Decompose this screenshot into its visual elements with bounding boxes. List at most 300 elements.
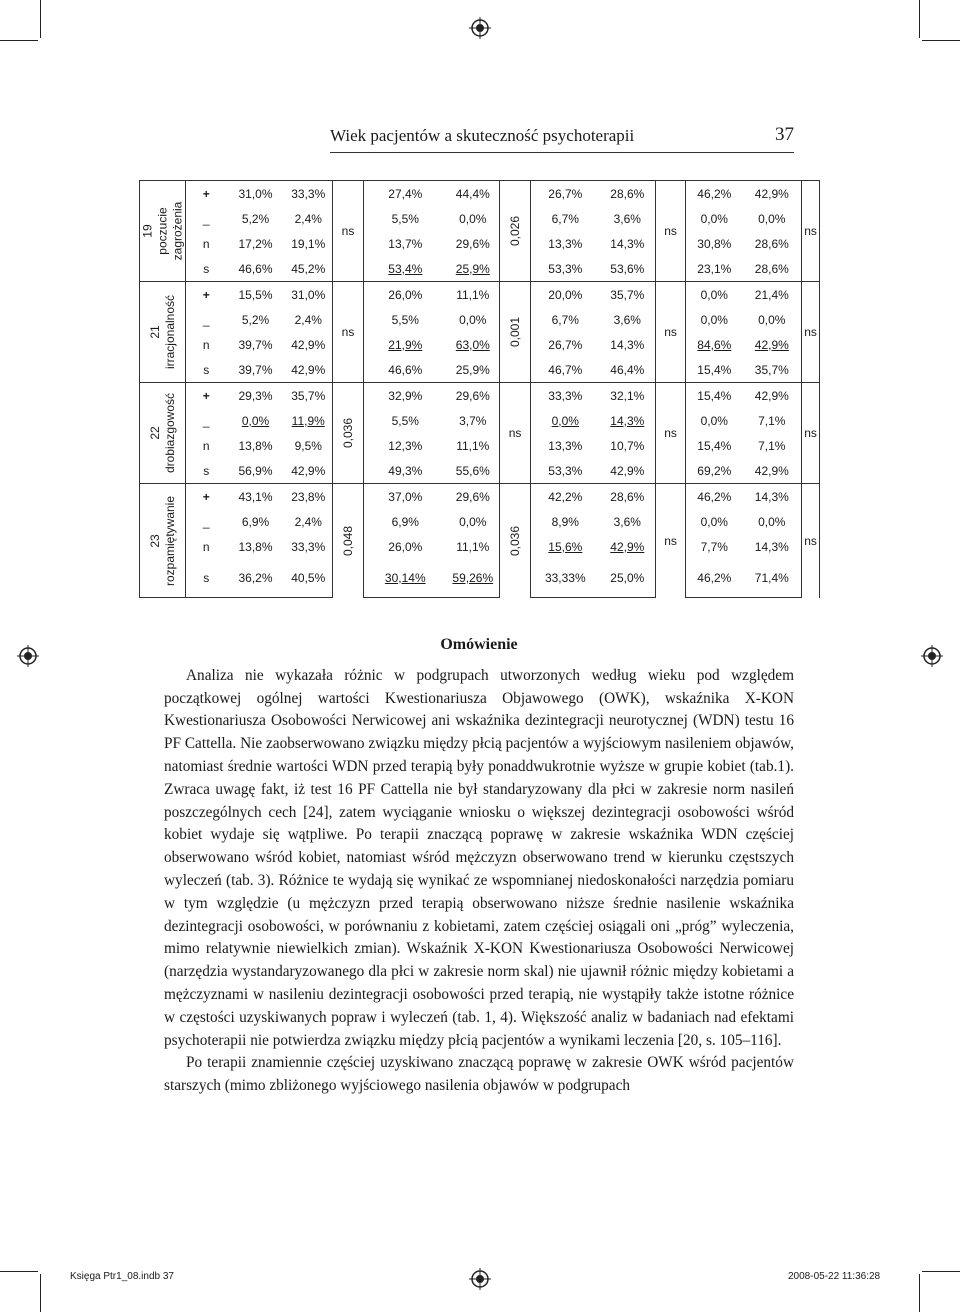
value-cell-text: 13,3% [548,438,583,453]
value-cell [227,509,285,534]
row-code-text: n [202,236,210,251]
value-cell [531,509,600,534]
value-cell-text: 44,4% [455,186,490,201]
value-cell [227,307,285,332]
row-code [186,282,227,308]
value-cell [531,484,600,510]
group-label-line: 21 [147,325,162,339]
value-cell-text: 35,7% [291,388,326,403]
value-cell-text: 14,3% [610,236,645,251]
group-label-line: 22 [147,426,162,440]
table-row [140,408,820,433]
value-cell-text: 45,2% [291,261,326,276]
value-cell [447,181,500,207]
value-cell-text: 49,3% [388,463,423,478]
value-cell-text: 23,1% [697,261,732,276]
p-value: ns [341,224,355,238]
value-cell [686,206,743,231]
p-value: 0,036 [508,525,523,556]
row-code-text: s [203,261,210,276]
crop-mark [922,40,960,41]
value-cell-text: 56,9% [238,463,273,478]
table-row [140,383,820,409]
table-row [140,206,820,231]
value-cell-text: 6,7% [551,312,579,327]
table-row [140,357,820,383]
value-cell-text: 46,4% [610,362,645,377]
value-cell-text: 35,7% [754,362,789,377]
row-code [186,256,227,282]
value-cell [531,181,600,207]
value-cell [531,534,600,559]
value-cell [600,383,656,409]
value-cell-text: 31,0% [291,287,326,302]
value-cell [285,433,333,458]
value-cell-text: 32,1% [610,388,645,403]
value-cell-text: 15,4% [697,388,732,403]
value-cell [364,534,447,559]
value-cell-text: 33,3% [548,388,583,403]
value-cell [227,231,285,256]
value-cell [531,458,600,484]
value-cell [600,256,656,282]
value-cell [447,206,500,231]
value-cell-text: 5,5% [391,211,419,226]
value-cell-text: 15,4% [697,362,732,377]
value-cell-text: 10,7% [610,438,645,453]
crop-mark [0,1271,38,1272]
value-cell [364,231,447,256]
value-cell-text: 7,1% [758,413,786,428]
value-cell-text: 9,5% [294,438,322,453]
value-cell-text: 39,7% [238,362,273,377]
value-cell [686,282,743,308]
p-value-cell [656,181,686,282]
section-title: Omówienie [440,636,518,653]
row-code-text: s [203,463,210,478]
value-cell [364,509,447,534]
value-cell [364,408,447,433]
p-value-cell [656,484,686,598]
value-cell-text: 63,0% [455,337,490,352]
value-cell [600,282,656,308]
value-cell-text: 11,1% [456,539,490,554]
value-cell [447,256,500,282]
value-cell [686,383,743,409]
p-value: ns [664,325,677,339]
value-cell [686,256,743,282]
group-label-cell [140,181,186,282]
value-cell-text: 12,3% [388,438,423,453]
value-cell [364,458,447,484]
value-cell-text: 15,5% [238,287,273,302]
value-cell [227,383,285,409]
value-cell-text: 42,2% [548,489,583,504]
p-value-cell [500,181,531,282]
value-cell [285,181,333,207]
value-cell-text: 26,0% [388,287,423,302]
value-cell [227,559,285,598]
value-cell-text: 19,1% [291,236,326,251]
value-cell [686,484,743,510]
value-cell [743,559,802,598]
value-cell [531,383,600,409]
value-cell-text: 0,0% [459,211,487,226]
row-code [186,307,227,332]
value-cell-text: 46,7% [548,362,583,377]
value-cell-text: 53,3% [548,463,583,478]
value-cell [686,357,743,383]
table-row [140,509,820,534]
value-cell-text: 23,8% [291,489,326,504]
p-value-cell [333,383,364,484]
value-cell [743,307,802,332]
value-cell-text: 29,6% [455,236,490,251]
value-cell-text: 28,6% [610,489,645,504]
value-cell-text: 32,9% [388,388,423,403]
value-cell-text: 5,5% [391,413,419,428]
running-title: Wiek pacjentów a skuteczność psychoterapii [330,126,635,145]
row-code-text: _ [202,211,210,226]
row-code-text: _ [202,312,210,327]
value-cell-text: 2,4% [294,514,322,529]
table-row [140,256,820,282]
value-cell [743,181,802,207]
value-cell-text: 14,3% [610,413,645,428]
group-label-cell [140,484,186,598]
value-cell [447,559,500,598]
value-cell-text: 13,7% [388,236,423,251]
row-code-text: + [202,287,210,302]
value-cell-text: 29,6% [455,489,490,504]
value-cell [531,433,600,458]
value-cell [285,307,333,332]
group-label-line: drobiazgowość [162,392,177,474]
row-code [186,534,227,559]
value-cell-text: 46,2% [697,571,732,585]
p-value: ns [341,325,355,339]
value-cell [686,307,743,332]
p-value-cell [333,181,364,282]
row-code [186,383,227,409]
table-row [140,559,820,598]
row-code [186,357,227,383]
value-cell [227,256,285,282]
value-cell-text: 6,9% [391,514,419,529]
value-cell-text: 7,7% [700,539,728,554]
value-cell-text: 71,4% [754,571,789,585]
registration-mark-icon [17,645,39,667]
group-label-cell [140,282,186,383]
value-cell-text: 28,6% [754,236,789,251]
value-cell [447,534,500,559]
value-cell-text: 46,6% [238,261,273,276]
value-cell-text: 14,3% [754,489,789,504]
value-cell [743,332,802,357]
value-cell-text: 13,8% [238,539,273,554]
value-cell-text: 39,7% [238,337,273,352]
value-cell [364,307,447,332]
value-cell-text: 30,8% [697,236,732,251]
value-cell [743,458,802,484]
table-row [140,458,820,484]
value-cell [364,357,447,383]
p-value: ns [664,426,677,440]
value-cell-text: 29,6% [455,388,490,403]
value-cell [447,458,500,484]
value-cell [227,357,285,383]
table-row [140,534,820,559]
value-cell [364,206,447,231]
p-value-cell [500,383,531,484]
value-cell-text: 0,0% [758,312,786,327]
value-cell-text: 3,6% [613,211,641,226]
value-cell [447,484,500,510]
p-value: 0,048 [341,525,356,556]
value-cell [600,534,656,559]
value-cell-text: 46,2% [697,186,732,201]
value-cell-text: 30,14% [384,571,426,585]
value-cell [285,408,333,433]
value-cell [227,484,285,510]
value-cell-text: 5,5% [391,312,419,327]
value-cell [686,408,743,433]
registration-mark-icon [921,645,943,667]
value-cell-text: 21,4% [754,287,789,302]
value-cell-text: 35,7% [610,287,645,302]
value-cell-text: 53,6% [610,261,645,276]
p-value-cell [656,282,686,383]
value-cell [364,559,447,598]
p-value-cell [500,484,531,598]
value-cell [227,282,285,308]
group-label-line: zagrożenia [170,201,184,261]
value-cell [743,534,802,559]
p-value: ns [804,224,817,238]
row-code [186,458,227,484]
value-cell [364,484,447,510]
value-cell [227,332,285,357]
value-cell [227,534,285,559]
row-code [186,408,227,433]
value-cell-text: 33,3% [291,186,326,201]
footer-file: Księga Ptr1_08.indb 37 [70,1271,174,1282]
value-cell-text: 6,7% [551,211,579,226]
value-cell [285,559,333,598]
value-cell-text: 13,8% [238,438,273,453]
table-row [140,181,820,207]
table-row [140,231,820,256]
value-cell [285,206,333,231]
discussion-section [164,634,794,1098]
value-cell-text: 42,9% [291,337,326,352]
row-code [186,332,227,357]
value-cell [531,357,600,383]
value-cell [447,383,500,409]
value-cell-text: 0,0% [700,413,728,428]
group-label-line: irracjonalność [162,294,177,370]
row-code [186,484,227,510]
value-cell [686,231,743,256]
value-cell [600,307,656,332]
value-cell-text: 37,0% [388,489,423,504]
value-cell [600,484,656,510]
value-cell [531,559,600,598]
value-cell [743,383,802,409]
value-cell [600,206,656,231]
value-cell-text: 53,3% [548,261,583,276]
group-label-cell [140,383,186,484]
value-cell-text: 0,0% [700,211,728,226]
value-cell-text: 13,3% [548,236,583,251]
value-cell-text: 27,4% [388,186,423,201]
value-cell-text: 17,2% [238,236,273,251]
value-cell-text: 26,7% [548,186,583,201]
value-cell [531,408,600,433]
value-cell [600,559,656,598]
value-cell-text: 59,26% [452,571,494,585]
row-code-text: + [202,186,210,201]
page-number: 37 [775,124,794,145]
value-cell-text: 0,0% [700,312,728,327]
value-cell-text: 25,9% [455,362,490,377]
p-value-cell [656,383,686,484]
p-value: ns [664,533,677,548]
value-cell [447,357,500,383]
row-code [186,206,227,231]
registration-mark-icon [469,1268,491,1290]
value-cell [600,231,656,256]
value-cell [743,357,802,383]
value-cell [743,433,802,458]
value-cell-text: 5,2% [241,211,270,226]
p-value: ns [508,426,522,440]
value-cell-text: 2,4% [294,312,322,327]
p-value-cell [802,181,820,282]
value-cell-text: 0,0% [551,413,579,428]
group-label [148,393,178,473]
value-cell-text: 31,0% [238,186,273,201]
group-label [148,295,178,369]
value-cell [364,433,447,458]
value-cell [285,231,333,256]
value-cell [531,332,600,357]
p-value: 0,026 [508,215,523,247]
value-cell-text: 46,2% [697,489,732,504]
value-cell [600,357,656,383]
row-code-text: n [202,539,210,554]
value-cell-text: 42,9% [610,539,645,554]
p-value: 0,001 [508,316,523,348]
value-cell [743,282,802,308]
value-cell [600,433,656,458]
p-value: ns [804,533,817,548]
value-cell [686,534,743,559]
p-value-cell [802,282,820,383]
value-cell [227,181,285,207]
value-cell-text: 14,3% [610,337,645,352]
value-cell-text: 55,6% [455,463,490,478]
table-row [140,282,820,308]
value-cell [531,282,600,308]
value-cell [743,509,802,534]
value-cell-text: 46,6% [388,362,423,377]
value-cell-text: 0,0% [700,287,728,302]
value-cell [364,282,447,308]
value-cell [531,231,600,256]
row-code-text: + [202,388,210,403]
value-cell-text: 26,7% [548,337,583,352]
value-cell-text: 15,4% [697,438,732,453]
value-cell [285,332,333,357]
crop-mark [0,40,38,41]
value-cell-text: 11,1% [456,438,490,453]
value-cell-text: 14,3% [754,539,789,554]
value-cell-text: 43,1% [238,489,273,504]
p-value: ns [804,426,817,440]
crop-mark [919,0,920,38]
value-cell [686,458,743,484]
value-cell-text: 2,4% [294,211,322,226]
value-cell-text: 3,6% [613,514,641,529]
group-label-line: poczucie [155,207,169,255]
value-cell-text: 33,33% [544,571,586,585]
value-cell-text: 42,9% [754,463,789,478]
row-code-text: s [203,362,210,377]
row-code [186,433,227,458]
value-cell [600,408,656,433]
row-code-text: _ [202,413,210,428]
value-cell [600,509,656,534]
value-cell-text: 69,2% [697,463,732,478]
value-cell-text: 29,3% [238,388,273,403]
row-code [186,181,227,207]
row-code-text: n [202,337,210,352]
value-cell-text: 42,9% [291,463,326,478]
value-cell [447,231,500,256]
value-cell-text: 11,1% [456,287,490,302]
value-cell-text: 53,4% [388,261,423,276]
value-cell [743,408,802,433]
value-cell-text: 0,0% [241,413,270,428]
value-cell-text: 42,9% [754,186,789,201]
value-cell-text: 0,0% [758,211,786,226]
table-row [140,307,820,332]
row-code-text: n [202,438,210,453]
table-row [140,484,820,510]
value-cell [285,534,333,559]
row-code-text: + [202,489,210,504]
value-cell [227,206,285,231]
value-cell-text: 6,9% [241,514,270,529]
value-cell [686,433,743,458]
value-cell-text: 28,6% [754,261,789,276]
value-cell [447,282,500,308]
value-cell [364,181,447,207]
p-value: ns [804,325,817,339]
group-label [140,202,185,261]
value-cell [531,256,600,282]
paragraph: Po terapii znamiennie częściej uzyskiwano znaczącą poprawę w zakresie OWK wśród pacjentów starszych (mimo zbliżonego wyjściowego nasilenia objawów w podgrupach [164,1054,794,1095]
value-cell [285,383,333,409]
value-cell [447,509,500,534]
value-cell-text: 0,0% [459,312,487,327]
table-row [140,433,820,458]
value-cell-text: 42,9% [754,337,789,352]
p-value-cell [802,383,820,484]
crop-mark [919,1274,920,1312]
value-cell [743,206,802,231]
